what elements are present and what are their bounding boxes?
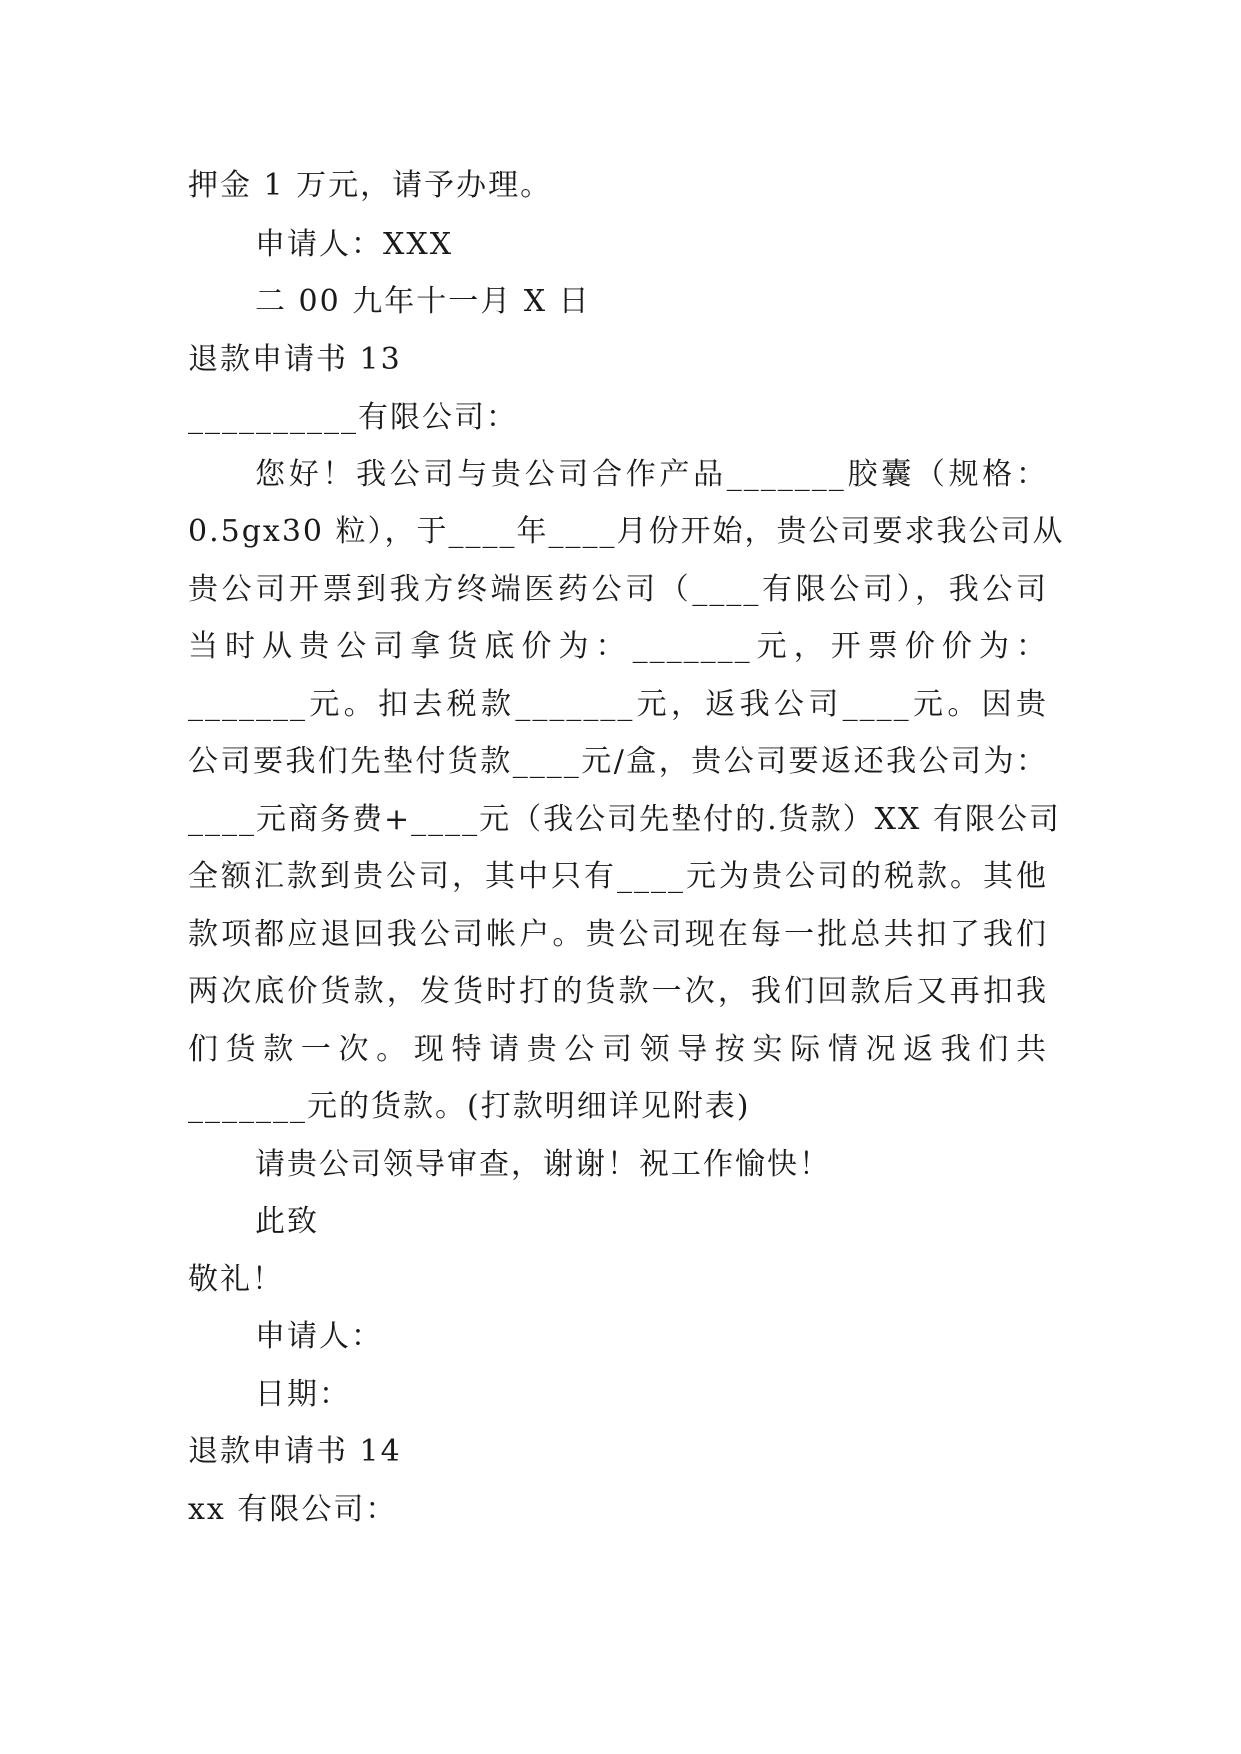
- closing-line: 请贵公司领导审查，谢谢！祝工作愉快！: [255, 1147, 831, 1182]
- body-text-line: 贵公司开票到我方终端医药公司（____有限公司），我公司: [188, 572, 1048, 607]
- section-heading: 退款申请书 14: [188, 1434, 402, 1469]
- body-text-line: 0.5gx30 粒），于____年____月份开始，贵公司要求我公司从: [188, 514, 1065, 549]
- body-text-line: _______元的货款。(打款明细详见附表): [188, 1089, 751, 1124]
- body-text-line: ____元商务费+____元（我公司先垫付的.货款）XX 有限公司: [188, 802, 1061, 837]
- applicant-line: 申请人：: [255, 1319, 383, 1354]
- recipient-line: xx 有限公司：: [188, 1492, 398, 1527]
- body-text-line: 全额汇款到贵公司，其中只有____元为贵公司的税款。其他: [188, 859, 1048, 894]
- body-text-line: 们货款一次。现特请贵公司领导按实际情况返我们共: [188, 1032, 1048, 1067]
- salutation-line: 此致: [255, 1204, 319, 1239]
- body-text-line: 押金 1 万元，请予办理。: [188, 168, 553, 203]
- recipient-line: __________有限公司：: [188, 400, 518, 435]
- body-text-line: 公司要我们先垫付货款____元/盒，贵公司要返还我公司为：: [188, 744, 1048, 779]
- salutation-line: 敬礼！: [188, 1262, 284, 1297]
- date-line: 日期：: [255, 1377, 351, 1412]
- date-line: 二 00 九年十一月 X 日: [255, 284, 591, 319]
- body-text-line: 当时从贵公司拿货底价为：_______元，开票价价为：: [188, 629, 1048, 664]
- body-text-line: 款项都应退回我公司帐户。贵公司现在每一批总共扣了我们: [188, 917, 1048, 952]
- body-text-line: 两次底价货款，发货时打的货款一次，我们回款后又再扣我: [188, 974, 1048, 1009]
- applicant-line: 申请人：XXX: [255, 227, 454, 262]
- body-text-line: _______元。扣去税款_______元，返我公司____元。因贵: [188, 687, 1048, 722]
- body-text-line: 您好！我公司与贵公司合作产品_______胶囊（规格：: [255, 457, 1048, 492]
- section-heading: 退款申请书 13: [188, 342, 402, 377]
